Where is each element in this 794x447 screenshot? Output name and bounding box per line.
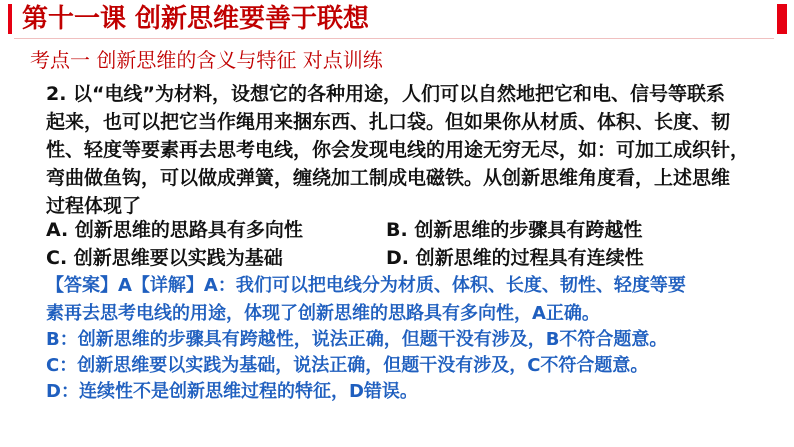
- option-c: C. 创新思维要以实践为基础: [46, 247, 283, 269]
- answer-line: 【答案】A【详解】A：我们可以把电线分为材质、体积、长度、韧性、轻度等要: [46, 275, 686, 296]
- lesson-title: 第十一课 创新思维要善于联想: [22, 4, 370, 34]
- question-line: 过程体现了: [46, 195, 142, 217]
- right-accent-bar: [777, 4, 787, 34]
- question-line: 弯曲做鱼钩，可以做成弹簧，缠绕加工制成电磁铁。从创新思维角度看，上述思维: [46, 167, 731, 189]
- question-line: 性、轻度等要素再去思考电线，你会发现电线的用途无穷无尽，如：可加工成织针，: [46, 139, 750, 161]
- left-accent-bar: [8, 4, 12, 34]
- title-divider: [14, 38, 774, 39]
- question-line: 起来，也可以把它当作绳用来捆东西、扎口袋。但如果你从材质、体积、长度、韧: [46, 111, 731, 133]
- option-a: A. 创新思维的思路具有多向性: [46, 219, 303, 241]
- section-subtitle: 考点一 创新思维的含义与特征 对点训练: [30, 48, 383, 72]
- answer-line: 素再去思考电线的用途，体现了创新思维的思路具有多向性，A正确。: [46, 303, 600, 324]
- answer-line: B：创新思维的步骤具有跨越性，说法正确，但题干没有涉及，B不符合题意。: [46, 329, 668, 350]
- option-b: B. 创新思维的步骤具有跨越性: [386, 219, 643, 241]
- answer-line: C：创新思维要以实践为基础，说法正确，但题干没有涉及，C不符合题意。: [46, 355, 649, 376]
- question-line: 2. 以“电线”为材料，设想它的各种用途，人们可以自然地把它和电、信号等联系: [46, 83, 726, 105]
- answer-line: D：连续性不是创新思维过程的特征，D错误。: [46, 381, 418, 402]
- option-d: D. 创新思维的过程具有连续性: [386, 247, 644, 269]
